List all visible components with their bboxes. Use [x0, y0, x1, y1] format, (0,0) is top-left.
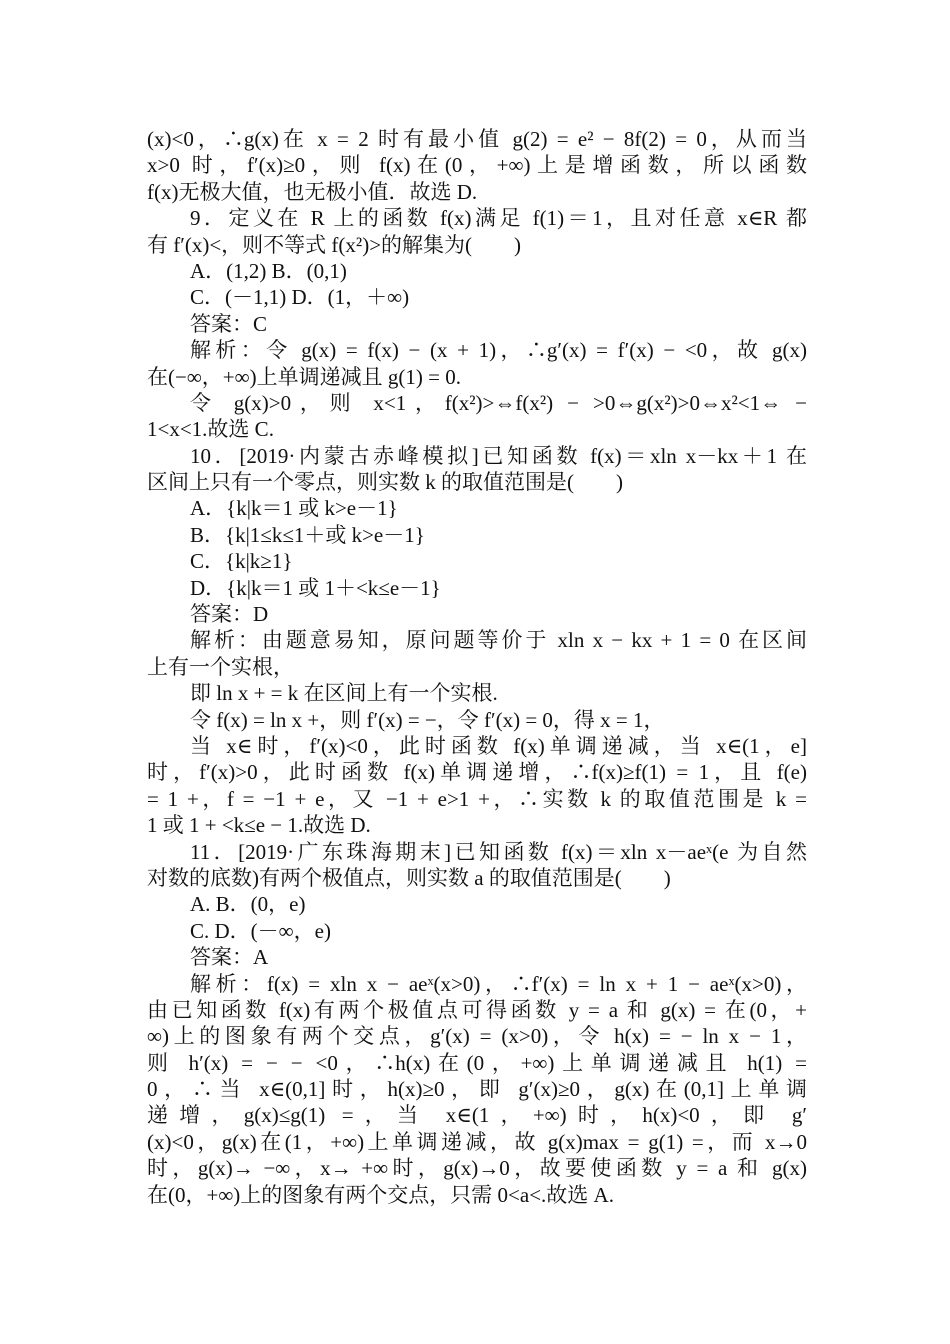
text-line [0, 126, 807, 152]
question-9-title [0, 205, 807, 231]
line-text: 则 h′(x) = − − <0，∴h(x)在(0，+∞)上单调递减且 h(1) = [147, 1050, 807, 1075]
line-text: 解析：f(x) = xln x − aeˣ(x>0)，∴f′(x) = ln x + 1 − aeˣ(x>0)， [190, 971, 807, 996]
line-text: 区间上只有一个零点，则实数 k 的取值范围是( ) [147, 470, 623, 495]
answer-line [0, 311, 807, 337]
line-text: 上有一个实根， [147, 654, 294, 679]
line-text: 时，f′(x)>0，此时函数 f(x)单调递增，∴f(x)≥f(1) = 1，且 f(e) [147, 760, 807, 785]
text-line [0, 1102, 807, 1128]
analysis-line [0, 971, 807, 997]
line-text: C. D．(－∞，e) [190, 918, 331, 943]
line-text: 在(0，+∞)上的图象有两个交点，只需 0<a<.故选 A. [147, 1182, 614, 1207]
line-text: 答案：A [190, 945, 269, 970]
option-line [0, 918, 807, 944]
text-line [0, 654, 807, 680]
line-text: 解析：由题意易知，原问题等价于 xln x − kx + 1 = 0 在区间 [190, 628, 807, 653]
line-text: B．{k|1≤k≤1＋或 k>e－1} [190, 522, 425, 547]
option-line [0, 495, 807, 521]
answer-line [0, 601, 807, 627]
text-line [0, 812, 807, 838]
text-line [0, 416, 807, 442]
text-line [0, 707, 807, 733]
text-line [0, 786, 807, 812]
text-line [0, 152, 807, 178]
line-text: C．(－1,1) D．(1，＋∞) [190, 285, 410, 310]
line-text: 即 ln x + = k 在区间上有一个实根. [190, 681, 498, 706]
text-line [0, 1050, 807, 1076]
line-text: D．{k|k＝1 或 1＋<k≤e－1} [190, 575, 441, 600]
text-line [0, 865, 807, 891]
text-line [0, 733, 807, 759]
analysis-line [0, 337, 807, 363]
option-line [0, 575, 807, 601]
line-text: 答案：D [190, 602, 269, 627]
text-line [0, 469, 807, 495]
option-line [0, 548, 807, 574]
line-text: C．{k|k≥1} [190, 549, 293, 574]
line-text: 0，∴当 x∈(0,1]时，h(x)≥0，即 g′(x)≥0，g(x)在(0,1]上单调 [147, 1077, 807, 1102]
line-text: (x)<0，g(x)在(1，+∞)上单调递减，故 g(x)max = g(1) =，而 x→0 [147, 1129, 807, 1154]
line-text: = 1 +，f = −1 + e，又 −1 + e>1 +，∴实数 k 的取值范围是 k = [147, 786, 807, 811]
document-body [0, 126, 950, 1208]
answer-line [0, 944, 807, 970]
line-text: 令 f(x) = ln x +，则 f′(x) = −，令 f′(x) = 0，得 x = 1， [190, 707, 665, 732]
analysis-line [0, 627, 807, 653]
line-text: 解析：令 g(x) = f(x) − (x + 1)，∴g′(x) = f′(x) − <0，故 g(x) [190, 338, 807, 363]
question-11-title [0, 839, 807, 865]
text-line [0, 1076, 807, 1102]
text-line [0, 1155, 807, 1181]
line-text: x>0 时，f′(x)≥0，则 f(x)在(0，+∞)上是增函数，所以函数 [147, 153, 807, 178]
line-text: 时，g(x)→ −∞，x→ +∞时，g(x)→0，故要使函数 y = a 和 g(x) [147, 1156, 807, 1181]
line-text: A. B．(0，e) [190, 892, 306, 917]
line-text: 10．[2019·内蒙古赤峰模拟]已知函数 f(x)＝xln x－kx＋1 在 [190, 443, 807, 468]
line-text: 1<x<1.故选 C. [147, 417, 274, 442]
text-line [0, 997, 807, 1023]
line-text: (x)<0，∴g(x)在 x = 2 时有最小值 g(2) = e² − 8f(2) = 0，从而当 [147, 127, 807, 151]
text-line [0, 390, 807, 416]
line-text: 9．定义在 R 上的函数 f(x)满足 f(1)＝1，且对任意 x∈R 都 [190, 206, 807, 231]
question-10-title [0, 443, 807, 469]
line-text: 由已知函数 f(x)有两个极值点可得函数 y = a 和 g(x) = 在(0，+ [147, 997, 807, 1022]
line-text: 递增，g(x)≤g(1) =，当 x∈(1，+∞)时，h(x)<0，即 g′ [147, 1103, 807, 1128]
text-line [0, 179, 807, 205]
line-text: 当 x∈时，f′(x)<0，此时函数 f(x)单调递减，当 x∈(1，e] [190, 733, 807, 758]
option-line [0, 258, 807, 284]
line-text: 11．[2019·广东珠海期末]已知函数 f(x)＝xln x－aeˣ(e 为自然 [190, 839, 807, 864]
line-text: f(x)无极大值，也无极小值．故选 D. [147, 179, 478, 204]
text-line [0, 364, 807, 390]
text-line [0, 1129, 807, 1155]
line-text: 答案：C [190, 311, 268, 336]
line-text: ∞)上的图象有两个交点，g′(x) = (x>0)，令 h(x) = − ln x − 1， [147, 1024, 807, 1049]
text-line [0, 1182, 807, 1208]
option-line [0, 284, 807, 310]
line-text: A．{k|k＝1 或 k>e－1} [190, 496, 398, 521]
option-line [0, 891, 807, 917]
option-line [0, 522, 807, 548]
line-text: 1 或 1 + <k≤e − 1.故选 D. [147, 813, 371, 838]
line-text: 在(−∞，+∞)上单调递减且 g(1) = 0. [147, 364, 461, 389]
line-text: 有 f′(x)<，则不等式 f(x²)>的解集为( ) [147, 232, 522, 257]
line-text: A．(1,2) B．(0,1) [190, 258, 347, 283]
text-line [0, 1023, 807, 1049]
line-text: 对数的底数)有两个极值点，则实数 a 的取值范围是( ) [147, 865, 671, 890]
text-line [0, 759, 807, 785]
line-text: 令 g(x)>0，则 x<1，f(x²)>⇔f(x²) − >0⇔g(x²)>0⇔x²<1⇔ − [190, 390, 807, 415]
text-line [0, 680, 807, 706]
text-line [0, 232, 807, 258]
